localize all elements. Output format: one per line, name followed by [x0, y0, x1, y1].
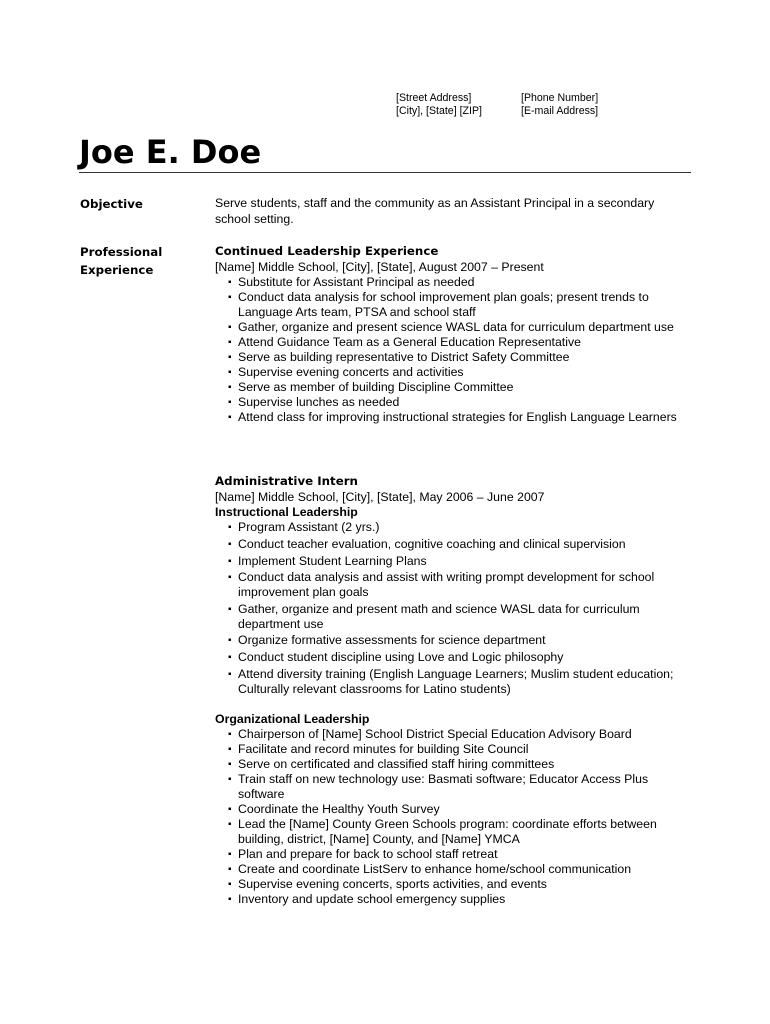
list-item: ▪ Implement Student Learning Plans	[228, 553, 427, 568]
list-item: ▪ Serve as building representative to District Safety Committee	[228, 350, 570, 365]
employer-line: [Name] Middle School, [City], [State], August 2007 – Present	[215, 260, 544, 274]
bullet-icon: ▪	[228, 539, 232, 550]
instructional-bullets	[215, 520, 685, 696]
phone-number: [Phone Number]	[521, 92, 599, 104]
list-item: ▪ Gather, organize and present math and science WASL data for curriculum department use	[228, 601, 640, 631]
email-address: [E-mail Address]	[521, 105, 599, 117]
list-item: ▪ Attend diversity training (English Language Learners; Muslim student education; Culturally relevant classrooms for Latino students)	[228, 666, 674, 696]
bullet-icon: ▪	[228, 774, 232, 786]
organizational-leadership-section	[215, 712, 685, 907]
list-item: ▪ Conduct teacher evaluation, cognitive coaching and clinical supervision	[228, 537, 626, 551]
bullet-icon: ▪	[228, 894, 232, 906]
bullet-icon: ▪	[228, 651, 232, 663]
bullet-icon: ▪	[228, 804, 232, 816]
bullet-icon: ▪	[228, 382, 232, 394]
list-item: ▪ Supervise lunches as needed	[228, 395, 400, 410]
street-address: [Street Address]	[396, 92, 472, 104]
list-item: ▪ Conduct data analysis and assist with writing prompt development for school improvement plan goals	[228, 570, 655, 600]
instructional-leadership-heading: Instructional Leadership	[215, 505, 358, 520]
list-item: ▪ Inventory and update school emergency supplies	[228, 892, 506, 907]
bullet-icon: ▪	[228, 744, 232, 756]
city-state-zip: [City], [State] [ZIP]	[396, 105, 482, 117]
objective-label: Objective	[80, 197, 143, 211]
experience-label-line1: Professional	[80, 245, 163, 259]
experience-label-line2: Experience	[80, 263, 154, 277]
list-item: ▪ Serve on certificated and classified staff hiring committees	[228, 757, 555, 772]
phone-email-block	[521, 92, 598, 118]
continued-leadership-section	[215, 243, 685, 425]
list-item: ▪ Lead the [Name] County Green Schools program: coordinate efforts between building, district, [Name] County, and [Name] YMCA	[228, 817, 657, 847]
list-item: ▪ Conduct student discipline using Love and Logic philosophy	[228, 649, 564, 664]
list-item: ▪ Supervise evening concerts, sports activities, and events	[228, 877, 547, 892]
organizational-bullets	[215, 727, 685, 907]
objective-text: Serve students, staff and the community as an Assistant Principal in a secondary school setting.	[215, 196, 655, 226]
job-title: Administrative Intern	[215, 474, 358, 488]
list-item: ▪ Gather, organize and present science WASL data for curriculum department use	[228, 320, 674, 335]
bullet-icon: ▪	[228, 367, 232, 379]
bullet-icon: ▪	[228, 729, 232, 741]
bullet-icon: ▪	[228, 759, 232, 771]
applicant-name: Joe E. Doe	[79, 133, 262, 171]
list-item: ▪ Train staff on new technology use: Basmati software; Educator Access Plus software	[228, 772, 649, 802]
employer-line: [Name] Middle School, [City], [State], May 2006 – June 2007	[215, 490, 545, 504]
list-item: ▪ Serve as member of building Discipline Committee	[228, 380, 514, 395]
organizational-leadership-heading: Organizational Leadership	[215, 712, 370, 726]
address-block	[396, 92, 482, 118]
list-item: ▪ Substitute for Assistant Principal as needed	[228, 275, 475, 290]
bullet-icon: ▪	[228, 397, 232, 409]
list-item: ▪ Attend Guidance Team as a General Education Representative	[228, 335, 581, 350]
list-item: ▪ Chairperson of [Name] School District Special Education Advisory Board	[228, 727, 632, 742]
bullet-icon: ▪	[228, 555, 232, 567]
list-item: ▪ Organize formative assessments for science department	[228, 633, 546, 648]
continued-bullets	[215, 275, 685, 425]
list-item: ▪ Plan and prepare for back to school staff retreat	[228, 847, 498, 862]
bullet-icon: ▪	[228, 352, 232, 364]
bullet-icon: ▪	[228, 849, 232, 861]
bullet-icon: ▪	[228, 292, 232, 304]
bullet-icon: ▪	[228, 603, 232, 615]
bullet-icon: ▪	[228, 322, 232, 334]
list-item: ▪ Create and coordinate ListServ to enhance home/school communication	[228, 862, 632, 877]
bullet-icon: ▪	[228, 522, 232, 534]
list-item: ▪ Coordinate the Healthy Youth Survey	[228, 802, 440, 817]
bullet-icon: ▪	[228, 337, 232, 349]
job-title: Continued Leadership Experience	[215, 244, 439, 258]
experience-label	[80, 243, 162, 279]
header-divider	[79, 172, 691, 173]
bullet-icon: ▪	[228, 864, 232, 876]
bullet-icon: ▪	[228, 879, 232, 891]
list-item: ▪ Supervise evening concerts and activities	[228, 365, 464, 380]
bullet-icon: ▪	[228, 635, 232, 647]
bullet-icon: ▪	[228, 668, 232, 680]
list-item: ▪ Conduct data analysis for school improvement plan goals; present trends to Language Arts team, PTSA and school staff	[228, 290, 649, 320]
administrative-intern-section	[215, 473, 685, 698]
list-item: ▪ Facilitate and record minutes for building Site Council	[228, 742, 529, 757]
bullet-icon: ▪	[228, 572, 232, 584]
list-item: ▪ Attend class for improving instructional strategies for English Language Learners	[228, 410, 677, 425]
bullet-icon: ▪	[228, 277, 232, 289]
list-item: ▪ Program Assistant (2 yrs.)	[228, 520, 380, 535]
bullet-icon: ▪	[228, 819, 232, 831]
bullet-icon: ▪	[228, 412, 232, 424]
